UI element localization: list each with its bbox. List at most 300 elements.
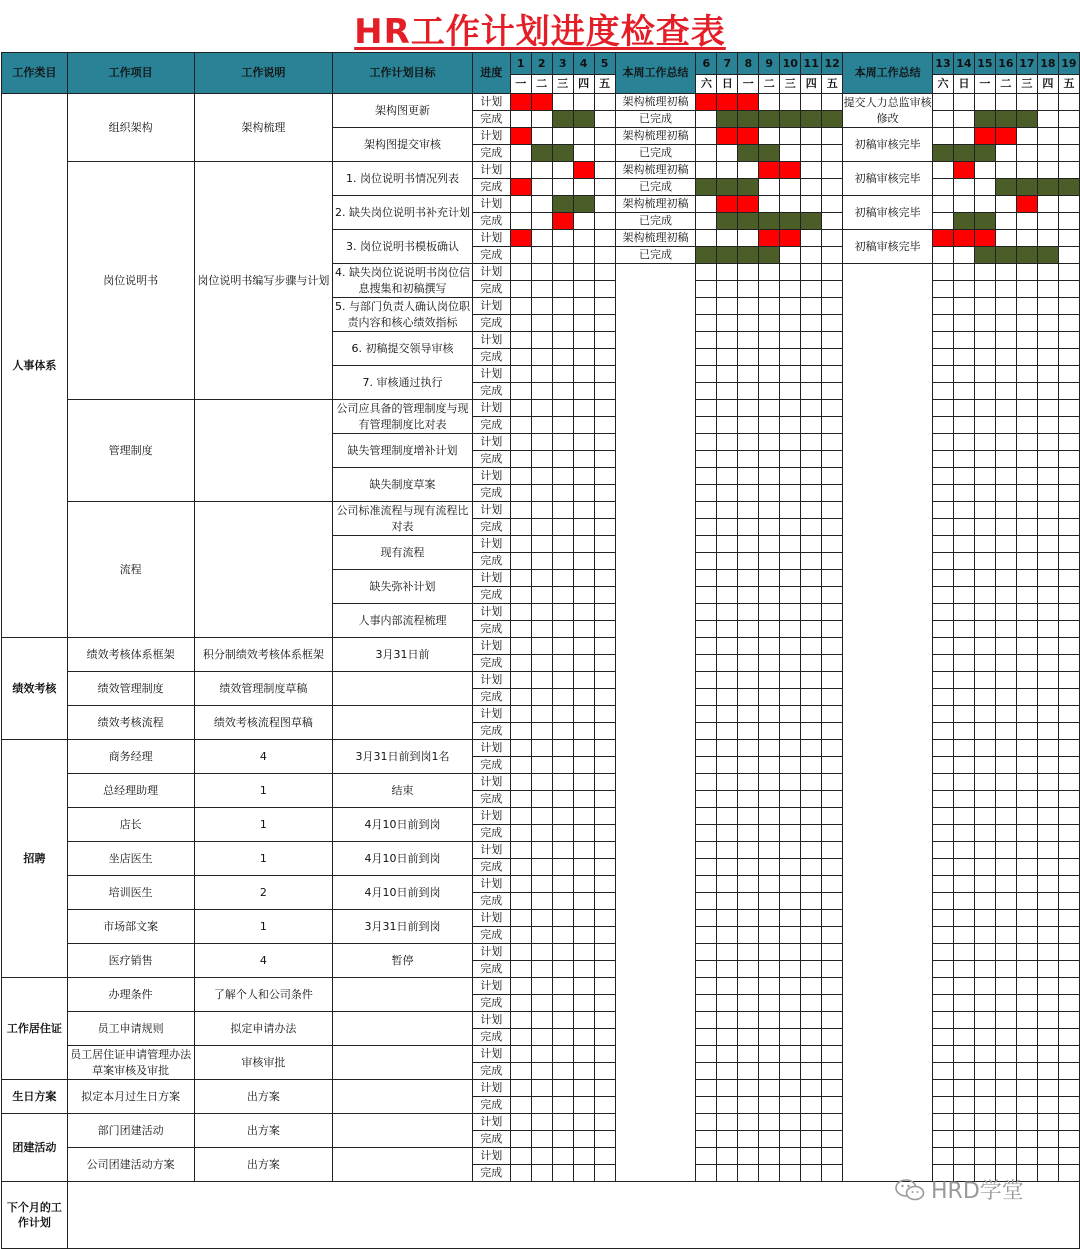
day-cell[interactable] xyxy=(822,1080,843,1097)
day-cell[interactable] xyxy=(594,264,615,281)
day-cell[interactable] xyxy=(1058,145,1079,162)
day-cell[interactable] xyxy=(738,706,759,723)
day-cell[interactable] xyxy=(995,621,1016,638)
day-cell[interactable] xyxy=(822,910,843,927)
day-cell[interactable] xyxy=(932,893,953,910)
day-cell[interactable] xyxy=(738,111,759,128)
day-cell[interactable] xyxy=(780,859,801,876)
day-cell[interactable] xyxy=(594,859,615,876)
day-cell[interactable] xyxy=(759,434,780,451)
day-cell[interactable] xyxy=(780,230,801,247)
day-cell[interactable] xyxy=(1037,944,1058,961)
day-cell[interactable] xyxy=(594,791,615,808)
day-cell[interactable] xyxy=(717,417,738,434)
day-cell[interactable] xyxy=(1037,162,1058,179)
day-cell[interactable] xyxy=(974,349,995,366)
day-cell[interactable] xyxy=(1058,757,1079,774)
day-cell[interactable] xyxy=(1058,740,1079,757)
day-cell[interactable] xyxy=(717,757,738,774)
day-cell[interactable] xyxy=(974,978,995,995)
day-cell[interactable] xyxy=(801,1097,822,1114)
day-cell[interactable] xyxy=(822,842,843,859)
day-cell[interactable] xyxy=(822,1046,843,1063)
day-cell[interactable] xyxy=(1016,808,1037,825)
day-cell[interactable] xyxy=(1016,927,1037,944)
day-cell[interactable] xyxy=(759,1114,780,1131)
day-cell[interactable] xyxy=(974,825,995,842)
day-cell[interactable] xyxy=(822,264,843,281)
day-cell[interactable] xyxy=(1016,111,1037,128)
day-cell[interactable] xyxy=(780,1080,801,1097)
day-cell[interactable] xyxy=(552,774,573,791)
day-cell[interactable] xyxy=(995,213,1016,230)
day-cell[interactable] xyxy=(1016,383,1037,400)
day-cell[interactable] xyxy=(738,961,759,978)
day-cell[interactable] xyxy=(932,332,953,349)
day-cell[interactable] xyxy=(573,383,594,400)
day-cell[interactable] xyxy=(552,349,573,366)
day-cell[interactable] xyxy=(510,638,531,655)
day-cell[interactable] xyxy=(1016,757,1037,774)
day-cell[interactable] xyxy=(594,349,615,366)
day-cell[interactable] xyxy=(510,485,531,502)
day-cell[interactable] xyxy=(995,740,1016,757)
day-cell[interactable] xyxy=(552,502,573,519)
day-cell[interactable] xyxy=(1058,1012,1079,1029)
day-cell[interactable] xyxy=(552,961,573,978)
day-cell[interactable] xyxy=(1058,570,1079,587)
day-cell[interactable] xyxy=(822,1029,843,1046)
day-cell[interactable] xyxy=(696,196,717,213)
day-cell[interactable] xyxy=(573,332,594,349)
day-cell[interactable] xyxy=(1058,502,1079,519)
day-cell[interactable] xyxy=(510,536,531,553)
day-cell[interactable] xyxy=(717,468,738,485)
day-cell[interactable] xyxy=(510,1114,531,1131)
day-cell[interactable] xyxy=(552,757,573,774)
day-cell[interactable] xyxy=(738,536,759,553)
day-cell[interactable] xyxy=(531,434,552,451)
day-cell[interactable] xyxy=(953,1046,974,1063)
day-cell[interactable] xyxy=(717,1012,738,1029)
day-cell[interactable] xyxy=(738,1114,759,1131)
day-cell[interactable] xyxy=(995,536,1016,553)
day-cell[interactable] xyxy=(573,230,594,247)
day-cell[interactable] xyxy=(573,876,594,893)
day-cell[interactable] xyxy=(1058,1148,1079,1165)
day-cell[interactable] xyxy=(822,1012,843,1029)
day-cell[interactable] xyxy=(953,689,974,706)
day-cell[interactable] xyxy=(531,1046,552,1063)
day-cell[interactable] xyxy=(594,893,615,910)
day-cell[interactable] xyxy=(1058,94,1079,111)
day-cell[interactable] xyxy=(974,1080,995,1097)
day-cell[interactable] xyxy=(1037,179,1058,196)
day-cell[interactable] xyxy=(738,587,759,604)
day-cell[interactable] xyxy=(738,1097,759,1114)
day-cell[interactable] xyxy=(801,1080,822,1097)
day-cell[interactable] xyxy=(1016,1029,1037,1046)
day-cell[interactable] xyxy=(531,196,552,213)
day-cell[interactable] xyxy=(1058,553,1079,570)
day-cell[interactable] xyxy=(1037,502,1058,519)
day-cell[interactable] xyxy=(801,910,822,927)
day-cell[interactable] xyxy=(780,468,801,485)
day-cell[interactable] xyxy=(1037,927,1058,944)
day-cell[interactable] xyxy=(696,1012,717,1029)
day-cell[interactable] xyxy=(1058,978,1079,995)
day-cell[interactable] xyxy=(552,791,573,808)
day-cell[interactable] xyxy=(594,961,615,978)
day-cell[interactable] xyxy=(717,247,738,264)
day-cell[interactable] xyxy=(953,162,974,179)
day-cell[interactable] xyxy=(759,179,780,196)
day-cell[interactable] xyxy=(801,179,822,196)
day-cell[interactable] xyxy=(953,1131,974,1148)
day-cell[interactable] xyxy=(1016,468,1037,485)
day-cell[interactable] xyxy=(573,94,594,111)
day-cell[interactable] xyxy=(932,247,953,264)
day-cell[interactable] xyxy=(510,1080,531,1097)
day-cell[interactable] xyxy=(510,349,531,366)
day-cell[interactable] xyxy=(717,111,738,128)
day-cell[interactable] xyxy=(780,94,801,111)
day-cell[interactable] xyxy=(510,230,531,247)
day-cell[interactable] xyxy=(510,315,531,332)
day-cell[interactable] xyxy=(594,757,615,774)
day-cell[interactable] xyxy=(932,655,953,672)
day-cell[interactable] xyxy=(953,247,974,264)
day-cell[interactable] xyxy=(995,298,1016,315)
day-cell[interactable] xyxy=(717,196,738,213)
day-cell[interactable] xyxy=(932,621,953,638)
day-cell[interactable] xyxy=(995,128,1016,145)
day-cell[interactable] xyxy=(1037,689,1058,706)
day-cell[interactable] xyxy=(1016,128,1037,145)
day-cell[interactable] xyxy=(717,383,738,400)
day-cell[interactable] xyxy=(552,213,573,230)
day-cell[interactable] xyxy=(974,315,995,332)
day-cell[interactable] xyxy=(759,332,780,349)
day-cell[interactable] xyxy=(822,791,843,808)
day-cell[interactable] xyxy=(738,468,759,485)
day-cell[interactable] xyxy=(1037,995,1058,1012)
day-cell[interactable] xyxy=(822,162,843,179)
day-cell[interactable] xyxy=(510,876,531,893)
day-cell[interactable] xyxy=(822,757,843,774)
day-cell[interactable] xyxy=(1058,1097,1079,1114)
day-cell[interactable] xyxy=(510,842,531,859)
day-cell[interactable] xyxy=(738,145,759,162)
day-cell[interactable] xyxy=(953,1114,974,1131)
day-cell[interactable] xyxy=(995,281,1016,298)
day-cell[interactable] xyxy=(594,94,615,111)
day-cell[interactable] xyxy=(594,451,615,468)
day-cell[interactable] xyxy=(780,672,801,689)
day-cell[interactable] xyxy=(531,1097,552,1114)
day-cell[interactable] xyxy=(995,366,1016,383)
day-cell[interactable] xyxy=(696,723,717,740)
day-cell[interactable] xyxy=(1037,196,1058,213)
day-cell[interactable] xyxy=(552,808,573,825)
day-cell[interactable] xyxy=(1058,791,1079,808)
day-cell[interactable] xyxy=(1037,315,1058,332)
day-cell[interactable] xyxy=(696,213,717,230)
day-cell[interactable] xyxy=(1058,859,1079,876)
day-cell[interactable] xyxy=(953,332,974,349)
day-cell[interactable] xyxy=(531,1080,552,1097)
day-cell[interactable] xyxy=(1037,757,1058,774)
day-cell[interactable] xyxy=(953,944,974,961)
day-cell[interactable] xyxy=(953,298,974,315)
day-cell[interactable] xyxy=(510,740,531,757)
day-cell[interactable] xyxy=(974,553,995,570)
day-cell[interactable] xyxy=(932,434,953,451)
day-cell[interactable] xyxy=(531,995,552,1012)
day-cell[interactable] xyxy=(974,196,995,213)
day-cell[interactable] xyxy=(780,417,801,434)
day-cell[interactable] xyxy=(822,978,843,995)
day-cell[interactable] xyxy=(953,536,974,553)
day-cell[interactable] xyxy=(531,808,552,825)
day-cell[interactable] xyxy=(696,400,717,417)
day-cell[interactable] xyxy=(995,247,1016,264)
day-cell[interactable] xyxy=(801,1046,822,1063)
day-cell[interactable] xyxy=(974,757,995,774)
day-cell[interactable] xyxy=(696,519,717,536)
day-cell[interactable] xyxy=(932,1080,953,1097)
day-cell[interactable] xyxy=(573,825,594,842)
day-cell[interactable] xyxy=(510,1029,531,1046)
day-cell[interactable] xyxy=(717,264,738,281)
day-cell[interactable] xyxy=(1016,536,1037,553)
day-cell[interactable] xyxy=(573,213,594,230)
day-cell[interactable] xyxy=(822,536,843,553)
day-cell[interactable] xyxy=(780,587,801,604)
day-cell[interactable] xyxy=(780,179,801,196)
day-cell[interactable] xyxy=(717,281,738,298)
day-cell[interactable] xyxy=(759,400,780,417)
day-cell[interactable] xyxy=(531,94,552,111)
day-cell[interactable] xyxy=(974,621,995,638)
day-cell[interactable] xyxy=(953,808,974,825)
day-cell[interactable] xyxy=(995,978,1016,995)
day-cell[interactable] xyxy=(594,196,615,213)
day-cell[interactable] xyxy=(801,723,822,740)
day-cell[interactable] xyxy=(759,655,780,672)
day-cell[interactable] xyxy=(1058,434,1079,451)
day-cell[interactable] xyxy=(594,1131,615,1148)
day-cell[interactable] xyxy=(953,553,974,570)
day-cell[interactable] xyxy=(552,876,573,893)
day-cell[interactable] xyxy=(1037,859,1058,876)
day-cell[interactable] xyxy=(594,604,615,621)
day-cell[interactable] xyxy=(801,689,822,706)
day-cell[interactable] xyxy=(995,842,1016,859)
day-cell[interactable] xyxy=(1037,417,1058,434)
day-cell[interactable] xyxy=(801,1029,822,1046)
day-cell[interactable] xyxy=(1058,196,1079,213)
day-cell[interactable] xyxy=(1016,94,1037,111)
day-cell[interactable] xyxy=(759,468,780,485)
day-cell[interactable] xyxy=(995,417,1016,434)
day-cell[interactable] xyxy=(822,468,843,485)
day-cell[interactable] xyxy=(801,927,822,944)
day-cell[interactable] xyxy=(594,213,615,230)
day-cell[interactable] xyxy=(995,689,1016,706)
day-cell[interactable] xyxy=(531,417,552,434)
day-cell[interactable] xyxy=(1016,162,1037,179)
day-cell[interactable] xyxy=(932,638,953,655)
day-cell[interactable] xyxy=(953,502,974,519)
day-cell[interactable] xyxy=(953,434,974,451)
day-cell[interactable] xyxy=(1058,485,1079,502)
day-cell[interactable] xyxy=(552,842,573,859)
day-cell[interactable] xyxy=(594,706,615,723)
day-cell[interactable] xyxy=(932,927,953,944)
day-cell[interactable] xyxy=(1016,791,1037,808)
day-cell[interactable] xyxy=(1016,961,1037,978)
day-cell[interactable] xyxy=(974,434,995,451)
day-cell[interactable] xyxy=(953,281,974,298)
day-cell[interactable] xyxy=(696,94,717,111)
day-cell[interactable] xyxy=(780,315,801,332)
day-cell[interactable] xyxy=(953,179,974,196)
day-cell[interactable] xyxy=(738,451,759,468)
day-cell[interactable] xyxy=(510,1046,531,1063)
day-cell[interactable] xyxy=(759,162,780,179)
day-cell[interactable] xyxy=(974,264,995,281)
day-cell[interactable] xyxy=(1058,587,1079,604)
day-cell[interactable] xyxy=(717,485,738,502)
day-cell[interactable] xyxy=(573,366,594,383)
day-cell[interactable] xyxy=(531,1029,552,1046)
day-cell[interactable] xyxy=(1037,978,1058,995)
day-cell[interactable] xyxy=(759,1080,780,1097)
day-cell[interactable] xyxy=(531,876,552,893)
day-cell[interactable] xyxy=(594,910,615,927)
day-cell[interactable] xyxy=(995,451,1016,468)
day-cell[interactable] xyxy=(1016,689,1037,706)
day-cell[interactable] xyxy=(1016,298,1037,315)
day-cell[interactable] xyxy=(696,570,717,587)
day-cell[interactable] xyxy=(1037,485,1058,502)
day-cell[interactable] xyxy=(1016,213,1037,230)
day-cell[interactable] xyxy=(759,349,780,366)
day-cell[interactable] xyxy=(717,349,738,366)
day-cell[interactable] xyxy=(974,162,995,179)
day-cell[interactable] xyxy=(696,1114,717,1131)
day-cell[interactable] xyxy=(822,196,843,213)
day-cell[interactable] xyxy=(995,349,1016,366)
day-cell[interactable] xyxy=(759,1097,780,1114)
day-cell[interactable] xyxy=(531,689,552,706)
day-cell[interactable] xyxy=(995,587,1016,604)
day-cell[interactable] xyxy=(822,434,843,451)
day-cell[interactable] xyxy=(932,485,953,502)
day-cell[interactable] xyxy=(953,604,974,621)
day-cell[interactable] xyxy=(696,893,717,910)
day-cell[interactable] xyxy=(510,587,531,604)
day-cell[interactable] xyxy=(953,383,974,400)
day-cell[interactable] xyxy=(995,196,1016,213)
day-cell[interactable] xyxy=(717,706,738,723)
day-cell[interactable] xyxy=(780,1165,801,1182)
day-cell[interactable] xyxy=(717,808,738,825)
day-cell[interactable] xyxy=(759,791,780,808)
day-cell[interactable] xyxy=(801,315,822,332)
day-cell[interactable] xyxy=(531,791,552,808)
day-cell[interactable] xyxy=(696,910,717,927)
day-cell[interactable] xyxy=(531,230,552,247)
day-cell[interactable] xyxy=(573,349,594,366)
day-cell[interactable] xyxy=(573,128,594,145)
day-cell[interactable] xyxy=(594,825,615,842)
day-cell[interactable] xyxy=(738,740,759,757)
day-cell[interactable] xyxy=(822,893,843,910)
day-cell[interactable] xyxy=(780,944,801,961)
day-cell[interactable] xyxy=(801,706,822,723)
day-cell[interactable] xyxy=(1058,315,1079,332)
day-cell[interactable] xyxy=(717,944,738,961)
day-cell[interactable] xyxy=(738,995,759,1012)
day-cell[interactable] xyxy=(531,162,552,179)
day-cell[interactable] xyxy=(717,1097,738,1114)
day-cell[interactable] xyxy=(594,230,615,247)
day-cell[interactable] xyxy=(510,179,531,196)
day-cell[interactable] xyxy=(717,179,738,196)
day-cell[interactable] xyxy=(573,587,594,604)
day-cell[interactable] xyxy=(974,808,995,825)
day-cell[interactable] xyxy=(780,162,801,179)
day-cell[interactable] xyxy=(510,723,531,740)
day-cell[interactable] xyxy=(1016,1063,1037,1080)
day-cell[interactable] xyxy=(717,791,738,808)
day-cell[interactable] xyxy=(717,434,738,451)
day-cell[interactable] xyxy=(594,570,615,587)
day-cell[interactable] xyxy=(573,485,594,502)
day-cell[interactable] xyxy=(780,655,801,672)
day-cell[interactable] xyxy=(974,842,995,859)
day-cell[interactable] xyxy=(717,298,738,315)
day-cell[interactable] xyxy=(822,859,843,876)
day-cell[interactable] xyxy=(995,1046,1016,1063)
day-cell[interactable] xyxy=(573,995,594,1012)
day-cell[interactable] xyxy=(1037,536,1058,553)
day-cell[interactable] xyxy=(780,1148,801,1165)
day-cell[interactable] xyxy=(801,570,822,587)
day-cell[interactable] xyxy=(932,502,953,519)
day-cell[interactable] xyxy=(953,570,974,587)
day-cell[interactable] xyxy=(738,774,759,791)
day-cell[interactable] xyxy=(696,281,717,298)
day-cell[interactable] xyxy=(738,808,759,825)
day-cell[interactable] xyxy=(573,281,594,298)
day-cell[interactable] xyxy=(801,196,822,213)
day-cell[interactable] xyxy=(1037,383,1058,400)
day-cell[interactable] xyxy=(1058,1131,1079,1148)
day-cell[interactable] xyxy=(953,519,974,536)
day-cell[interactable] xyxy=(738,1029,759,1046)
day-cell[interactable] xyxy=(594,927,615,944)
day-cell[interactable] xyxy=(594,1148,615,1165)
day-cell[interactable] xyxy=(780,247,801,264)
day-cell[interactable] xyxy=(573,808,594,825)
day-cell[interactable] xyxy=(953,978,974,995)
day-cell[interactable] xyxy=(780,978,801,995)
day-cell[interactable] xyxy=(696,791,717,808)
day-cell[interactable] xyxy=(573,145,594,162)
